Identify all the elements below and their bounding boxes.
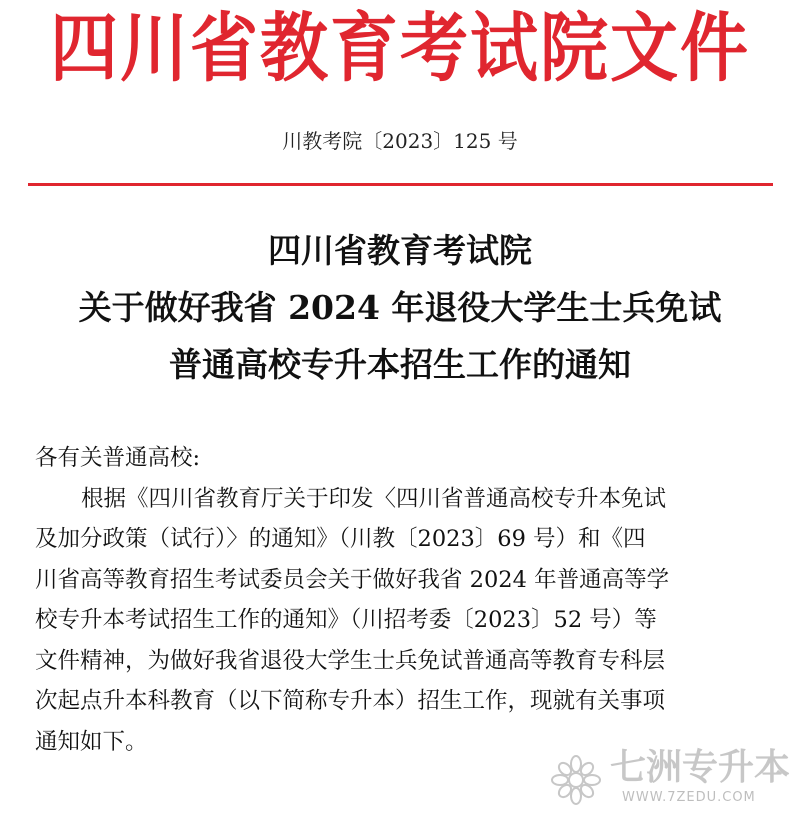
paragraph-line: 根据《四川省教育厅关于印发〈四川省普通高校专升本免试: [81, 485, 667, 512]
paragraph-line: 及加分政策（试行）〉的通知》（川教〔2023〕69 号）和《四: [35, 526, 646, 552]
salutation: 各有关普通高校:: [35, 445, 201, 471]
paragraph-line: 通知如下。: [35, 728, 148, 755]
paragraph-line: 川省高等教育招生考试委员会关于做好我省 2024 年普通高等学: [35, 566, 670, 593]
flower-logo-icon: [548, 752, 604, 808]
document-header-title: 四川省教育考试院文件: [49, 6, 750, 93]
watermark-brand: 七洲专升本: [610, 747, 791, 788]
paragraph-line: 文件精神，为做好我省退役大学生士兵免试普通高等教育专科层: [35, 647, 666, 674]
paragraph-line: 校专升本考试招生工作的通知》（川招考委〔2023〕52 号）等: [35, 607, 657, 633]
watermark: [548, 748, 794, 810]
notice-title-line: 关于做好我省 2024 年退役大学生士兵免试: [78, 288, 722, 327]
notice-title-line: 普通高校专升本招生工作的通知: [169, 345, 631, 384]
red-divider-line: [28, 183, 773, 186]
watermark-url: WWW.7ZEDU.COM: [622, 790, 756, 805]
notice-body: [35, 438, 775, 762]
notice-title: [0, 222, 800, 393]
notice-title-line: 四川省教育考试院: [268, 231, 532, 270]
document-number: 川教考院〔2023〕125 号: [282, 129, 518, 153]
paragraph-line: 次起点升本科教育（以下简称专升本）招生工作，现就有关事项: [35, 688, 666, 714]
